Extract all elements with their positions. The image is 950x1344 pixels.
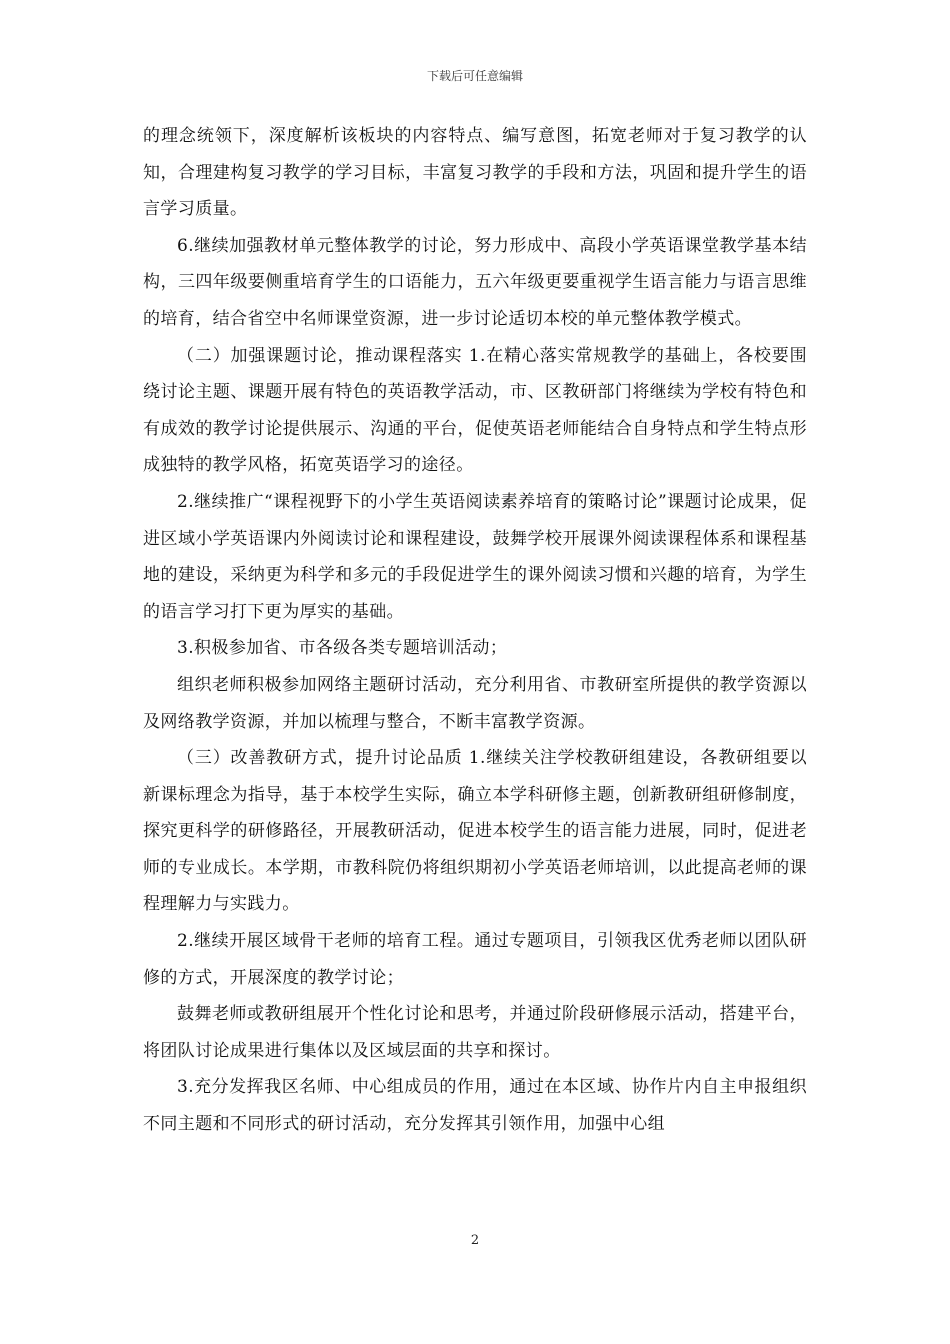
paragraph-item-3: 3.积极参加省、市各级各类专题培训活动； — [177, 638, 508, 659]
paragraph-personalized-research: 鼓舞老师或教研组展开个性化讨论和思考，并通过阶段研修展示活动，搭建平台，将团队讨论成果进行集体以及区域层面的共享和探讨。 — [143, 1004, 807, 1061]
paragraph-section-3: （三）改善教研方式，提升讨论品质 1.继续关注学校教研组建设，各教研组要以新课标理念为指导，基于本校学生实际，确立本学科研修主题，创新教研组研修制度，探究更科学的研修路径，开展教研活动，促进本校学生的语言能力进展，同时，促进老师的专业成长。本学期，市教科院仍将组织期初小学英语老师培训，以此提高老师的课程理解力与实践力。 — [143, 748, 807, 915]
page-header: 下载后可任意编辑 — [426, 69, 523, 83]
page-number: 2 — [470, 1233, 480, 1248]
paragraph-backbone-teachers: 2.继续开展区域骨干老师的培育工程。通过专题项目，引领我区优秀老师以团队研修的方式，开展深度的教学讨论； — [143, 931, 807, 988]
paragraph-section-2: （二）加强课题讨论，推动课程落实 1.在精心落实常规教学的基础上，各校要围绕讨论主题、课题开展有特色的英语教学活动，市、区教研部门将继续为学校有特色和有成效的教学讨论提供展示、沟通的平台，促使英语老师能结合自身特点和学生特点形成独特的教学风格，拓宽英语学习的途径。 — [143, 345, 807, 476]
paragraph-continuation: 的理念统领下，深度解析该板块的内容特点、编写意图，拓宽老师对于复习教学的认知，合理建构复习教学的学习目标，丰富复习教学的手段和方法，巩固和提升学生的语言学习质量。 — [143, 126, 807, 220]
paragraph-famous-teachers: 3.充分发挥我区名师、中心组成员的作用，通过在本区域、协作片内自主申报组织不同主题和不同形式的研讨活动，充分发挥其引领作用，加强中心组 — [143, 1077, 807, 1135]
document-body — [143, 118, 807, 1143]
paragraph-item-6: 6.继续加强教材单元整体教学的讨论，努力形成中、高段小学英语课堂教学基本结构，三四年级要侧重培育学生的口语能力，五六年级更要重视学生语言能力与语言思维的培育，结合省空中名师课堂资源，进一步讨论适切本校的单元整体教学模式。 — [143, 235, 807, 329]
paragraph-online-training: 组织老师积极参加网络主题研讨活动，充分利用省、市教研室所提供的教学资源以及网络教学资源，并加以梳理与整合，不断丰富教学资源。 — [143, 674, 807, 732]
paragraph-item-2: 2.继续推广“课程视野下的小学生英语阅读素养培育的策略讨论”课题讨论成果，促进区域小学英语课内外阅读讨论和课程建设，鼓舞学校开展课外阅读课程体系和课程基地的建设，采纳更为科学和多元的手段促进学生的课外阅读习惯和兴趣的培育，为学生的语言学习打下更为厚实的基础。 — [143, 491, 807, 622]
